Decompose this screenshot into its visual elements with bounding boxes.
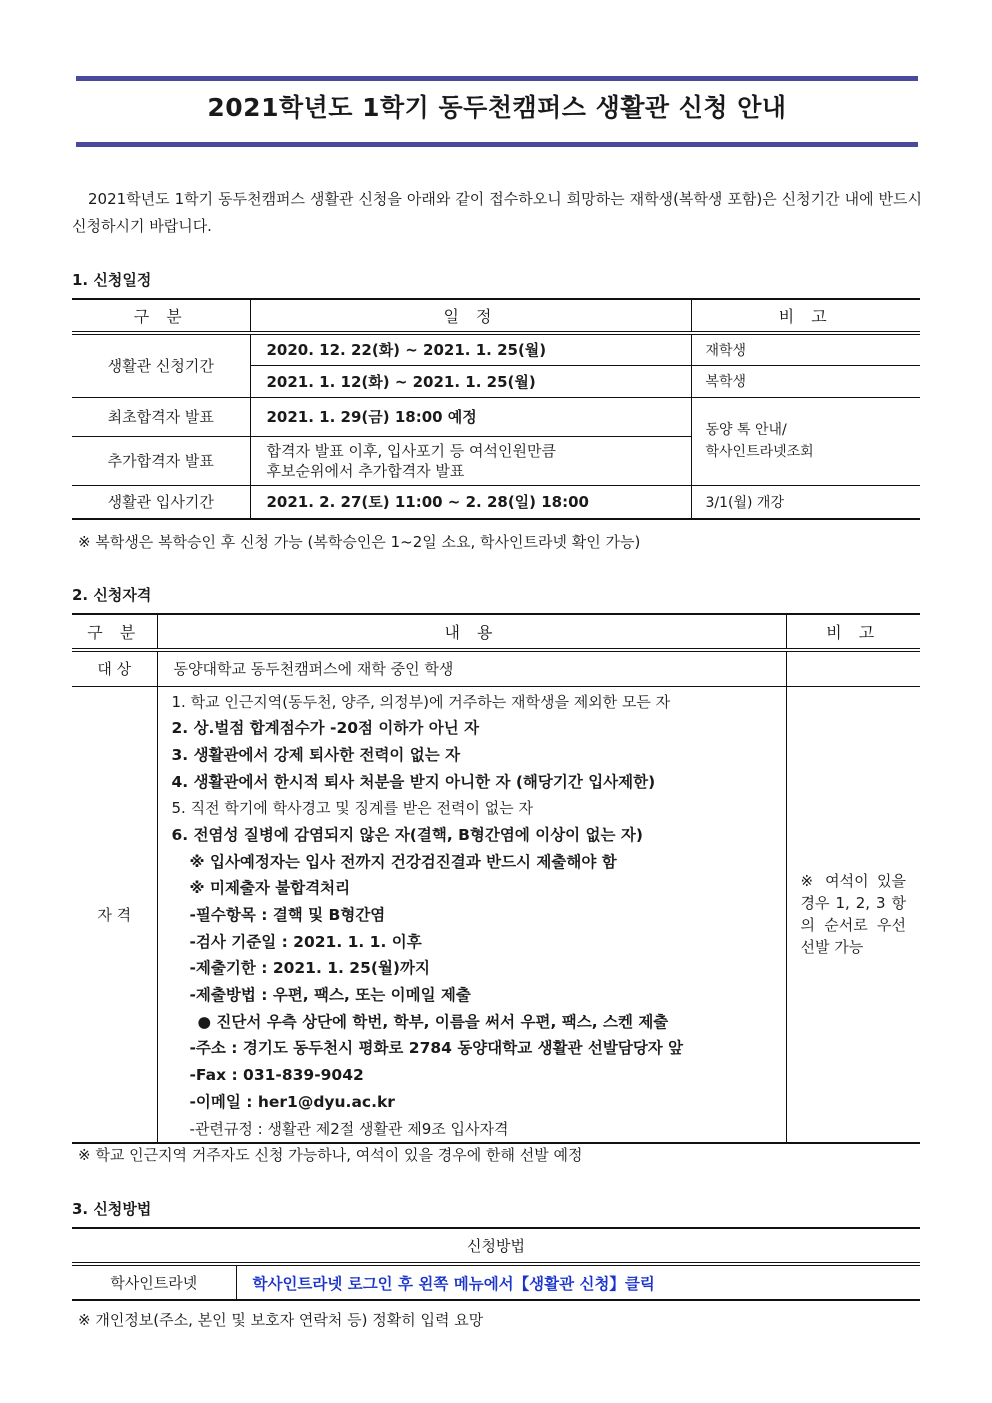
qualification-subitem: -검사 기준일 : 2021. 1. 1. 이후: [189, 932, 422, 951]
schedule-row: [72, 333, 920, 365]
schedule-row: [72, 397, 920, 436]
eligibility-target-note: [786, 650, 920, 686]
page-title: 2021학년도 1학기 동두천캠퍼스 생활관 신청 안내: [207, 93, 787, 122]
schedule-header-row: [72, 299, 920, 333]
eligibility-qualification-list: [157, 686, 786, 1143]
schedule-extra-label: 추가합격자 발표: [72, 436, 250, 485]
schedule-move-note: 3/1(월) 개강: [691, 485, 920, 519]
method-instruction-text: 학사인트라넷 로그인 후 왼쪽 메뉴에서【생활관 신청】클릭: [252, 1274, 655, 1293]
schedule-first-date: 2021. 1. 29(금) 18:00 예정: [250, 397, 691, 436]
qualification-item: 4. 생활관에서 한시적 퇴사 처분을 받지 아니한 자 (해당기간 입사제한): [171, 772, 656, 791]
qualification-subitem: -제출방법 : 우편, 팩스, 또는 이메일 제출: [189, 986, 471, 1005]
schedule-table: [72, 298, 920, 520]
method-label: 학사인트라넷: [72, 1264, 236, 1300]
qualification-subitem: -필수항목 : 결핵 및 B형간염: [189, 906, 386, 924]
schedule-header-note: 비 고: [691, 299, 920, 333]
schedule-row: [72, 485, 920, 519]
schedule-extra-text: [250, 436, 691, 485]
title-top-rule: [76, 76, 918, 81]
method-header: 신청방법: [72, 1228, 920, 1264]
eligibility-qualification-row: [72, 686, 920, 1143]
eligibility-target-label: 대 상: [72, 650, 157, 686]
method-table: [72, 1227, 920, 1301]
qualification-item: 1. 학교 인근지역(동두천, 양주, 의정부)에 거주하는 재학생을 제외한 모든 자: [171, 692, 671, 711]
qualification-subitem: -제출기한 : 2021. 1. 25(월)까지: [189, 959, 430, 978]
eligibility-target-text: 동양대학교 동두천캠퍼스에 재학 중인 학생: [157, 650, 786, 686]
section-heading-method: 3. 신청방법: [72, 1200, 152, 1218]
schedule-announcement-note-line: 학사인트라넷조회: [705, 444, 814, 460]
method-header-row: [72, 1228, 920, 1264]
eligibility-qualification-label: 자 격: [72, 686, 157, 1143]
schedule-apply-date-2: 2021. 1. 12(화) ~ 2021. 1. 25(월): [250, 365, 691, 397]
qualification-subitem: ● 진단서 우측 상단에 학번, 학부, 이름을 써서 우편, 팩스, 스켄 제출: [197, 1012, 669, 1031]
section-heading-eligibility: 2. 신청자격: [72, 586, 152, 604]
eligibility-footnote: ※ 학교 인근지역 거주자도 신청 가능하나, 여석이 있을 경우에 한해 선발 예정: [78, 1146, 583, 1164]
schedule-apply-note-1: 재학생: [691, 333, 920, 365]
eligibility-header-content: 내 용: [157, 614, 786, 650]
qualification-subitem: -이메일 : her1@dyu.ac.kr: [189, 1092, 395, 1111]
eligibility-qualification-note: [786, 686, 920, 1143]
qualification-subitem: -주소 : 경기도 동두천시 평화로 2784 동양대학교 생활관 선발담당자 앞: [189, 1039, 684, 1058]
qualification-subitem: ※ 입사예정자는 입사 전까지 건강검진결과 반드시 제출해야 함: [189, 852, 617, 871]
schedule-announcement-note: [691, 397, 920, 485]
qualification-item: 5. 직전 학기에 학사경고 및 징계를 받은 전력이 없는 자: [171, 799, 534, 818]
qualification-subitem: -Fax : 031-839-9042: [189, 1066, 364, 1085]
intro-paragraph: 2021학년도 1학기 동두천캠퍼스 생활관 신청을 아래와 같이 접수하오니 희망하는 재학생(복학생 포함)은 신청기간 내에 반드시 신청하시기 바랍니다.: [72, 190, 922, 235]
schedule-footnote: ※ 복학생은 복학승인 후 신청 가능 (복학승인은 1~2일 소요, 학사인트라넷 확인 가능): [78, 533, 641, 551]
section-heading-schedule: 1. 신청일정: [72, 271, 152, 289]
schedule-first-label: 최초합격자 발표: [72, 397, 250, 436]
eligibility-header-note: 비 고: [786, 614, 920, 650]
schedule-apply-label: 생활관 신청기간: [72, 333, 250, 397]
schedule-move-label: 생활관 입사기간: [72, 485, 250, 519]
qualification-item: 6. 전염성 질병에 감염되지 않은 자(결핵, B형간염에 이상이 없는 자): [171, 825, 643, 844]
schedule-extra-line: 합격자 발표 이후, 입사포기 등 여석인원만큼: [266, 441, 556, 460]
eligibility-header-category: 구 분: [72, 614, 157, 650]
method-footnote: ※ 개인정보(주소, 본인 및 보호자 연락처 등) 정확히 입력 요망: [78, 1311, 484, 1329]
title-bottom-rule: [76, 142, 918, 147]
eligibility-table: [72, 613, 920, 1144]
qualification-subitem: ※ 미제출자 불합격처리: [189, 879, 351, 898]
schedule-header-date: 일 정: [250, 299, 691, 333]
method-row: [72, 1264, 920, 1300]
qualification-item: 2. 상.벌점 합계점수가 -20점 이하가 아닌 자: [171, 719, 480, 738]
schedule-extra-line: 후보순위에서 추가합격자 발표: [266, 461, 465, 480]
schedule-apply-date-1: 2020. 12. 22(화) ~ 2021. 1. 25(월): [250, 333, 691, 365]
eligibility-header-row: [72, 614, 920, 650]
qualification-subitem: -관련규정 : 생활관 제2절 생활관 제9조 입사자격: [189, 1119, 509, 1138]
schedule-header-category: 구 분: [72, 299, 250, 333]
eligibility-target-row: [72, 650, 920, 686]
schedule-move-date: 2021. 2. 27(토) 11:00 ~ 2. 28(일) 18:00: [250, 485, 691, 519]
schedule-apply-note-2: 복학생: [691, 365, 920, 397]
eligibility-remark: ※ 여석이 있을 경우 1, 2, 3 항의 순서로 우선 선발 가능: [800, 872, 906, 957]
qualification-item: 3. 생활관에서 강제 퇴사한 전력이 없는 자: [171, 745, 461, 764]
schedule-announcement-note-line: 동양 톡 안내/: [705, 422, 787, 438]
method-instruction: [236, 1264, 920, 1300]
